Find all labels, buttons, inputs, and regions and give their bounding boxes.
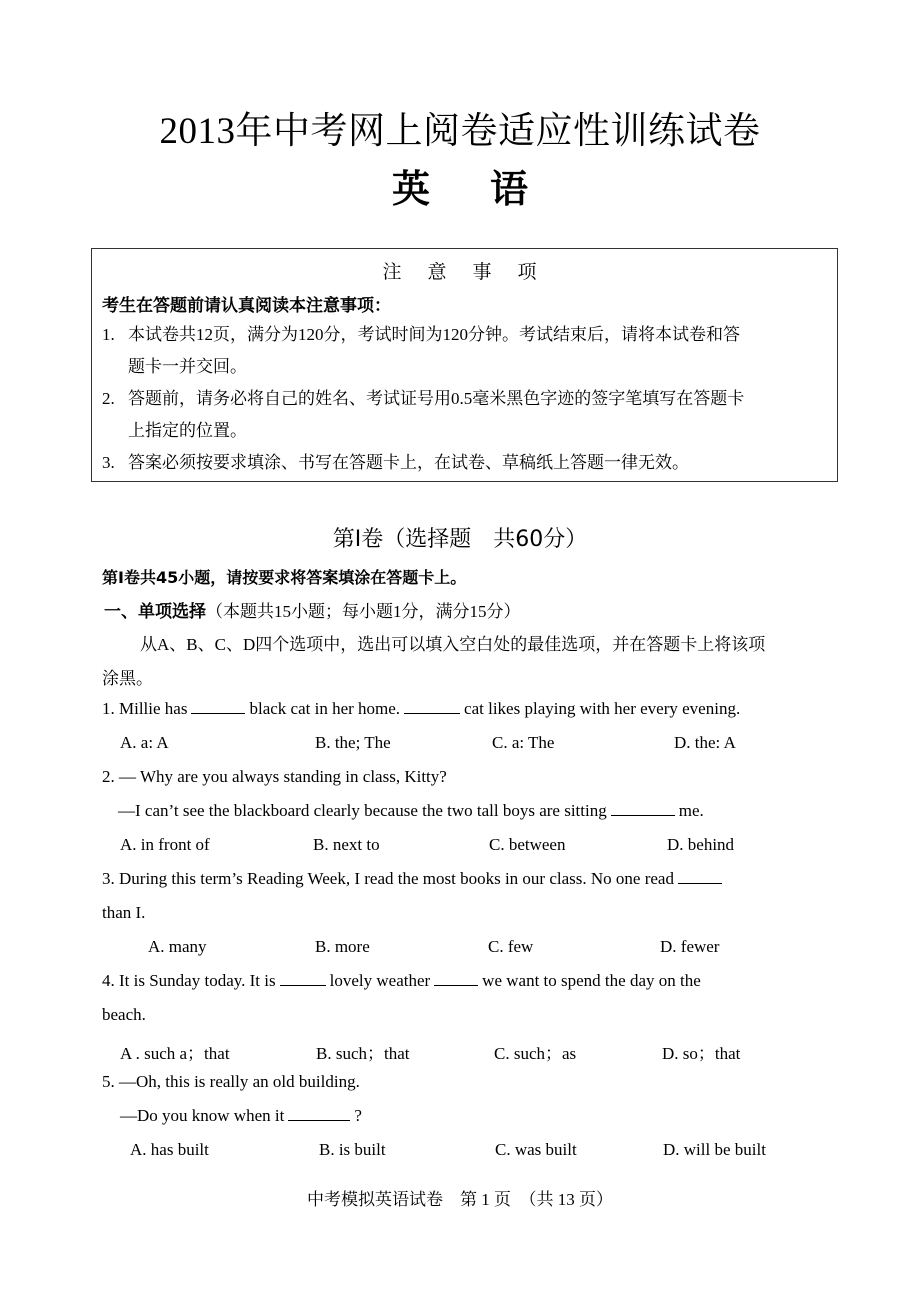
q3-option-c: C. few <box>488 937 534 956</box>
q5-option-c: C. was built <box>495 1140 577 1159</box>
answer-blank <box>678 869 722 884</box>
section-instruction: 第Ⅰ卷共45小题，请按要求将答案填涂在答题卡上。 <box>102 568 467 587</box>
answer-blank <box>434 971 478 986</box>
notice-lead: 考生在答题前请认真阅读本注意事项： <box>102 296 391 316</box>
q4-option-a: A . such a；that <box>120 1044 230 1063</box>
q2-option-d: D. behind <box>667 835 735 854</box>
q2-option-a: A. in front of <box>120 835 210 854</box>
exam-title: 2013年中考网上阅卷适应性训练试卷 <box>159 111 761 152</box>
part1-direction: 从A、B、C、D四个选项中，选出可以填入空白处的最佳选项，并在答题卡上将该项 <box>140 635 766 654</box>
q3-option-b: B. more <box>315 937 370 956</box>
page-footer: 中考模拟英语试卷 第 1 页 （共 13 页） <box>307 1190 613 1209</box>
question-2: 2. — Why are you always standing in class, Kitty? <box>102 767 447 786</box>
answer-blank <box>288 1106 350 1121</box>
q4-option-b: B. such；that <box>316 1044 410 1063</box>
q3-option-a: A. many <box>148 937 207 956</box>
q4-option-c: C. such；as <box>494 1044 577 1063</box>
answer-blank <box>280 971 326 986</box>
q5-option-b: B. is built <box>319 1140 386 1159</box>
q1-option-c: C. a: The <box>492 733 555 752</box>
question-4: 4. It is Sunday today. It is lovely weather we want to spend the day on the <box>102 971 701 990</box>
part1-heading: 一、单项选择（本题共15小题；每小题1分，满分15分） <box>104 602 521 622</box>
notice-item-1: 1. 本试卷共12页，满分为120分，考试时间为120分钟。考试结束后，请将本试卷和答 题卡一并交回。 <box>102 325 740 376</box>
subject-title <box>0 158 920 213</box>
question-5: 5. —Oh, this is really an old building. <box>102 1072 360 1091</box>
question-5-reply: —Do you know when it ? <box>120 1106 362 1125</box>
q3-option-d: D. fewer <box>660 937 720 956</box>
notice-item-3: 3. 答案必须按要求填涂、书写在答题卡上，在试卷、草稿纸上答题一律无效。 <box>102 453 689 472</box>
q5-option-a: A. has built <box>130 1140 209 1159</box>
notice-item-2: 2. 答题前，请务必将自己的姓名、考试证号用0.5毫米黑色字迹的签字笔填写在答题卡 上指定的位置。 <box>102 389 745 440</box>
q4-option-d: D. so；that <box>662 1044 741 1063</box>
q1-option-a: A. a: A <box>120 733 169 752</box>
question-4-cont: beach. <box>102 1005 146 1024</box>
notice-box <box>91 248 838 482</box>
question-2-reply: —I can’t see the blackboard clearly because the two tall boys are sitting me. <box>118 801 704 820</box>
q5-option-d: D. will be built <box>663 1140 766 1159</box>
q2-option-b: B. next to <box>313 835 380 854</box>
subject-char-2: 语 <box>490 167 529 211</box>
subject-char-1: 英 <box>391 167 430 211</box>
q1-option-b: B. the; The <box>315 733 391 752</box>
part1-direction-cont: 涂黑。 <box>102 669 153 688</box>
answer-blank <box>611 801 675 816</box>
question-3: 3. During this term’s Reading Week, I read the most books in our class. No one read <box>102 869 726 889</box>
answer-blank <box>191 699 245 714</box>
question-1: 1. Millie has black cat in her home. cat likes playing with her every evening. <box>102 699 741 718</box>
answer-blank <box>404 699 460 714</box>
q1-option-d: D. the: A <box>674 733 736 752</box>
notice-heading: 注 意 事 项 <box>382 261 547 283</box>
q2-option-c: C. between <box>489 835 566 854</box>
question-3-cont: than I. <box>102 903 146 922</box>
section-title: 第Ⅰ卷（选择题 共60分） <box>332 527 588 552</box>
